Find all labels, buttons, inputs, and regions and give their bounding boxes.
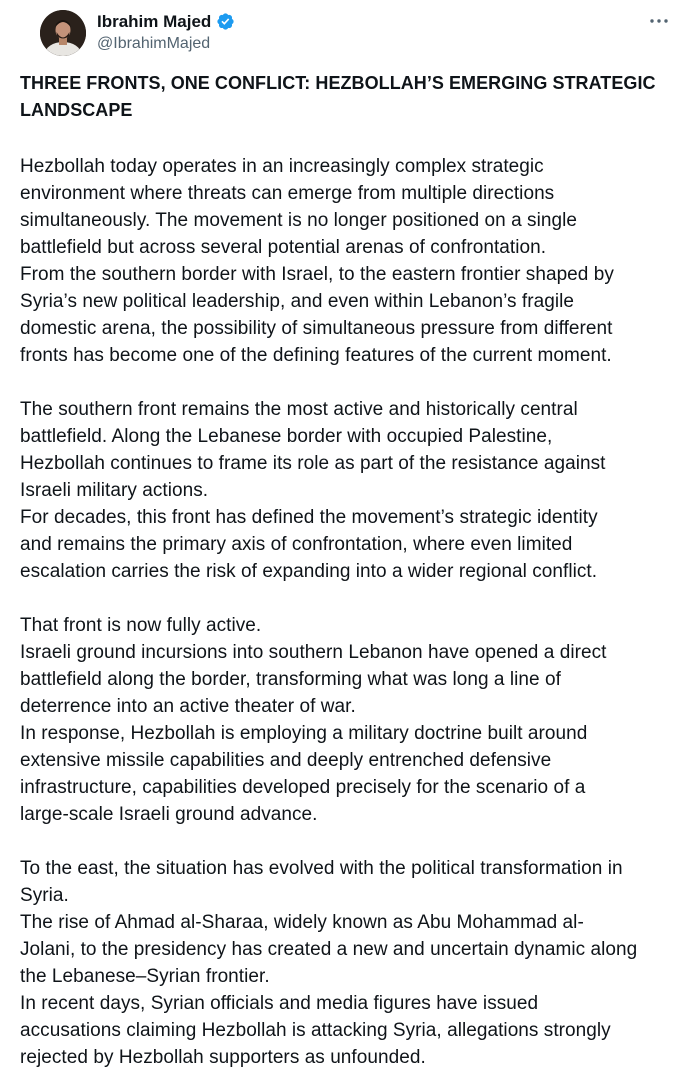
more-options-button[interactable] xyxy=(646,10,672,32)
author-handle[interactable]: @IbrahimMajed xyxy=(97,35,211,52)
author-display-name[interactable]: Ibrahim Majed xyxy=(97,11,212,31)
post-paragraph: The southern front remains the most active and historically central battlefield. Along the Lebanese border with occupied Palestine, Hezbollah continues to frame its role as part of the resistance against Israeli military actions. For decades, this front has defined the movement’s strategic identity and remains the primary axis of confrontation, where even limited escalation carries the risk of expanding into a wider regional conflict. xyxy=(20,399,606,582)
post-paragraph: To the east, the situation has evolved with the political transformation in Syria. The rise of Ahmad al-Sharaa, widely known as Abu Mohammad al- Jolani, to the presidency has created a new and uncertain dynamic along the Lebanese–Syrian frontier. In recent days, Syrian officials and media figures have issued accusations claiming Hezbollah is attacking Syria, allegations strongly rejected by Hezbollah supporters as unfounded. xyxy=(20,858,638,1068)
paragraph-spacer xyxy=(20,828,670,855)
paragraph-spacer xyxy=(20,369,670,396)
post-headline: THREE FRONTS, ONE CONFLICT: HEZBOLLAH’S EMERGING STRATEGIC LANDSCAPE xyxy=(20,73,661,120)
post-paragraph: Hezbollah today operates in an increasingly complex strategic environment where threats can emerge from multiple directions simultaneously. The movement is no longer positioned on a single battlefield but across several potential arenas of confrontation. From the southern border with Israel, to the eastern frontier shaped by Syria’s new political leadership, and even within Lebanon’s fragile domestic arena, the possibility of simultaneous pressure from different fronts has become one of the defining features of the current moment. xyxy=(20,156,614,366)
profile-photo-icon xyxy=(40,10,86,56)
post-paragraph: That front is now fully active. Israeli ground incursions into southern Lebanon have opened a direct battlefield along the border, transforming what was long a line of deterrence into an active theater of war. In response, Hezbollah is employing a military doctrine built around extensive missile capabilities and deeply entrenched defensive infrastructure, capabilities developed precisely for the scenario of a large-scale Israeli ground advance. xyxy=(20,615,607,825)
verified-badge-icon[interactable] xyxy=(216,12,235,31)
paragraph-spacer xyxy=(20,585,670,612)
avatar[interactable] xyxy=(40,10,86,56)
more-horizontal-icon xyxy=(649,18,669,24)
name-row xyxy=(97,11,235,32)
post-text xyxy=(20,66,694,1071)
paragraph-spacer xyxy=(20,126,670,153)
author-names xyxy=(97,11,235,53)
post-header xyxy=(20,0,694,66)
